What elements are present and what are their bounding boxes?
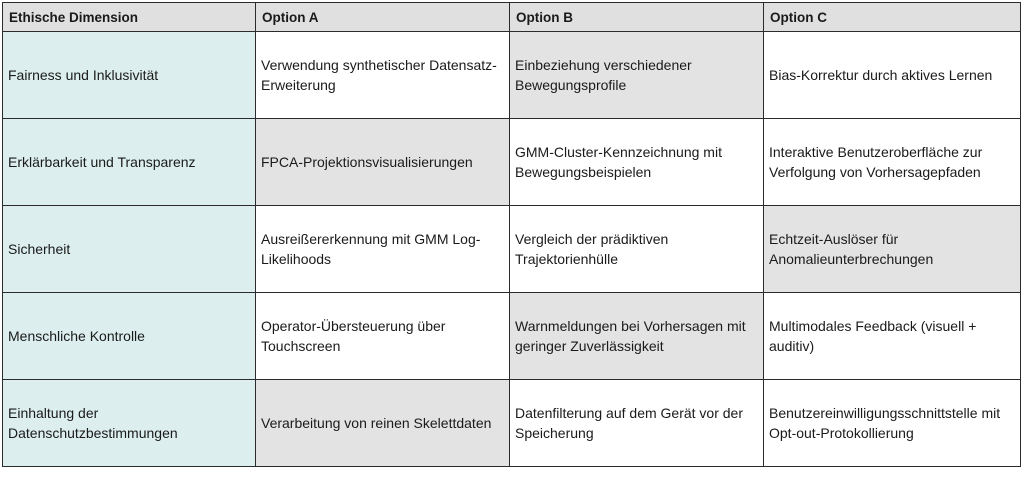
header-option-a: Option A bbox=[256, 3, 510, 32]
option-c-text: Benutzereinwilligungsschnittstelle mit Opt-out-Protokollierung bbox=[769, 405, 1001, 441]
option-b-text: Datenfilterung auf dem Gerät vor der Speicherung bbox=[515, 405, 744, 441]
header-option-c: Option C bbox=[764, 3, 1021, 32]
option-c-cell bbox=[764, 32, 1021, 119]
option-a-cell bbox=[256, 206, 510, 293]
option-b-cell bbox=[510, 206, 764, 293]
option-c-cell bbox=[764, 293, 1021, 380]
option-b-text: Warnmeldungen bei Vorhersagen mit geringer Zuverlässigkeit bbox=[515, 318, 746, 354]
dimension-label: Sicherheit bbox=[8, 241, 71, 257]
option-b-text: Vergleich der prädiktiven Trajektorienhülle bbox=[515, 231, 669, 267]
option-c-cell bbox=[764, 206, 1021, 293]
option-c-text: Interaktive Benutzeroberfläche zur Verfolgung von Vorhersagepfaden bbox=[769, 144, 983, 180]
option-a-cell bbox=[256, 32, 510, 119]
option-a-text: Verwendung synthetischer Datensatz-Erweiterung bbox=[261, 57, 497, 93]
table-row bbox=[3, 380, 1021, 467]
table-row bbox=[3, 32, 1021, 119]
option-a-text: Operator-Übersteuerung über Touchscreen bbox=[261, 318, 446, 354]
dimension-cell bbox=[3, 32, 256, 119]
option-a-cell bbox=[256, 380, 510, 467]
dimension-cell bbox=[3, 206, 256, 293]
option-c-text: Multimodales Feedback (visuell + auditiv) bbox=[769, 318, 977, 354]
option-a-text: FPCA-Projektionsvisualisierungen bbox=[261, 154, 473, 170]
option-a-cell bbox=[256, 119, 510, 206]
option-b-cell bbox=[510, 119, 764, 206]
option-c-cell bbox=[764, 119, 1021, 206]
ethics-options-table-wrapper bbox=[2, 2, 1021, 467]
dimension-label: Erklärbarkeit und Transparenz bbox=[8, 154, 196, 170]
option-c-text: Echtzeit-Auslöser für Anomalieunterbrechungen bbox=[769, 231, 934, 267]
dimension-label: Einhaltung der Datenschutzbestimmungen bbox=[8, 405, 178, 441]
dimension-cell bbox=[3, 293, 256, 380]
option-b-cell bbox=[510, 293, 764, 380]
option-b-text: GMM-Cluster-Kennzeichnung mit Bewegungsbeispielen bbox=[515, 144, 722, 180]
option-c-cell bbox=[764, 380, 1021, 467]
option-a-cell bbox=[256, 293, 510, 380]
header-option-b: Option B bbox=[510, 3, 764, 32]
dimension-label: Fairness und Inklusivität bbox=[8, 67, 159, 83]
dimension-label: Menschliche Kontrolle bbox=[8, 328, 145, 344]
option-b-text: Einbeziehung verschiedener Bewegungsprofile bbox=[515, 57, 692, 93]
table-row bbox=[3, 293, 1021, 380]
table-row bbox=[3, 119, 1021, 206]
option-b-cell bbox=[510, 32, 764, 119]
option-c-text: Bias-Korrektur durch aktives Lernen bbox=[769, 67, 993, 83]
option-a-text: Verarbeitung von reinen Skelettdaten bbox=[261, 415, 492, 431]
header-dimension: Ethische Dimension bbox=[3, 3, 256, 32]
option-a-text: Ausreißererkennung mit GMM Log-Likelihoods bbox=[261, 231, 481, 267]
ethics-options-table bbox=[2, 2, 1021, 467]
table-row bbox=[3, 206, 1021, 293]
table-header-row bbox=[3, 3, 1021, 32]
dimension-cell bbox=[3, 119, 256, 206]
dimension-cell bbox=[3, 380, 256, 467]
option-b-cell bbox=[510, 380, 764, 467]
